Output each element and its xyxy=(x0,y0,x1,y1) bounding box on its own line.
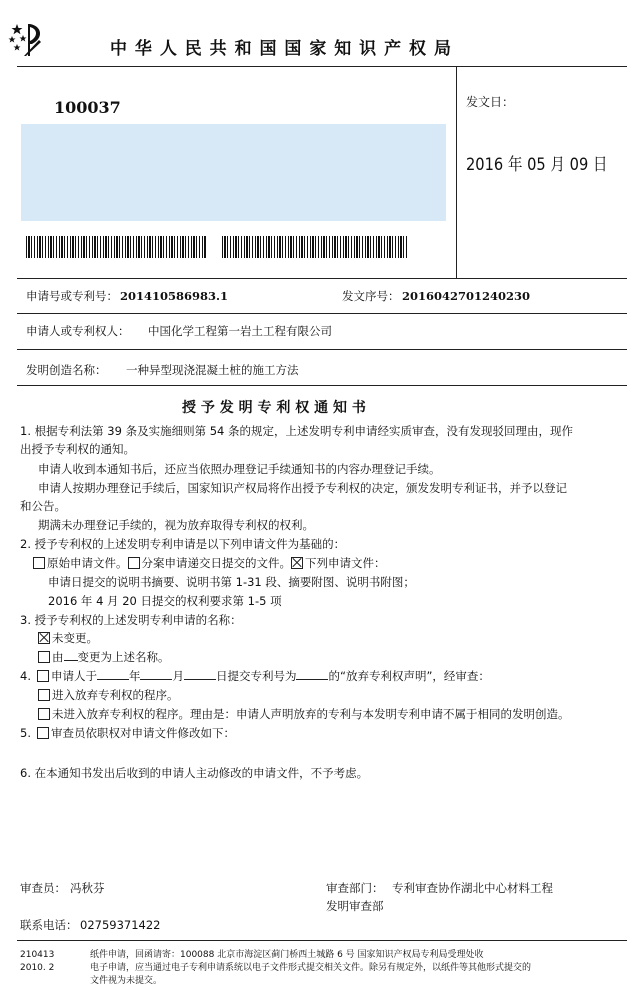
para-2-detail-1: 申请日提交的说明书摘要、说明书第 1-31 段、摘要附图、说明书附图； xyxy=(48,575,415,589)
footer-line-2: 电子申请，应当通过电子专利申请系统以电子文件形式提交相关文件。除另有规定外，以纸件等其他形式提交的 xyxy=(90,963,532,973)
footer-line-3: 文件视为未提交。 xyxy=(90,976,163,986)
department-label: 审查部门： xyxy=(326,881,384,895)
para-1-line-2: 出授予专利权的通知。 xyxy=(20,442,135,456)
cnipa-logo xyxy=(8,20,44,58)
para-2-detail-2: 2016 年 4 月 20 日提交的权利要求第 1-5 项 xyxy=(48,594,282,608)
option-following-files: 下列申请文件： xyxy=(305,556,386,570)
checkbox-divisional-files[interactable] xyxy=(128,557,140,569)
para-3-option-1 xyxy=(38,631,98,645)
notice-title: 授 予 发 明 专 利 权 通 知 书 xyxy=(182,400,366,416)
footer-rule xyxy=(17,940,627,941)
applicant-label: 申请人或专利权人： xyxy=(26,324,130,338)
para-1c-line-1: 申请人按期办理登记手续后，国家知识产权局将作出授予专利权的决定，颁发发明专利证书，并予以登记 xyxy=(38,481,567,495)
waiver-text-e: 的“放弃专利权声明”，经审查： xyxy=(328,669,490,683)
blank-patent-no xyxy=(296,669,328,680)
para-4 xyxy=(20,669,490,683)
waiver-text-month: 月 xyxy=(172,669,184,683)
option-name-unchanged: 未变更。 xyxy=(52,631,98,645)
invention-label: 发明创造名称： xyxy=(26,363,107,377)
para-1b: 申请人收到本通知书后，还应当依照办理登记手续通知书的内容办理登记手续。 xyxy=(38,462,441,476)
para-5 xyxy=(20,726,235,740)
waiver-text-year: 年 xyxy=(128,669,141,683)
address-bottom-rule xyxy=(17,278,627,279)
barcode-left xyxy=(26,236,207,258)
para-4-option-2 xyxy=(38,707,570,721)
para-4-option-1 xyxy=(38,688,179,702)
serial-number: 2016042701240230 xyxy=(402,289,531,303)
checkbox-enter-waiver[interactable] xyxy=(38,689,50,701)
blank-month xyxy=(140,669,172,680)
checkbox-waiver[interactable] xyxy=(37,670,49,682)
para-1-line-1: 1. 根据专利法第 39 条及实施细则第 54 条的规定，上述发明专利申请经实质审查，没有发现驳回理由，现作 xyxy=(20,424,574,438)
blank-old-name xyxy=(64,650,78,661)
department-line-1: 专利审查协作湖北中心材料工程 xyxy=(392,881,553,895)
option-original-files: 原始申请文件。 xyxy=(47,556,128,570)
department-line-2: 发明审查部 xyxy=(326,899,384,913)
option-examiner-amendment: 审查员依职权对申请文件修改如下： xyxy=(50,726,235,740)
examiner-label: 审查员： xyxy=(20,881,66,895)
examiner-name: 冯秋芬 xyxy=(70,881,105,895)
option-not-enter-waiver: 未进入放弃专利权的程序。理由是：申请人声明放弃的专利与本发明专利申请不属于相同的发明创造。 xyxy=(52,707,570,721)
checkbox-following-files-checked[interactable] xyxy=(291,557,303,569)
checkbox-name-unchanged-checked[interactable] xyxy=(38,632,50,644)
option-divisional-files: 分案申请递交日提交的文件。 xyxy=(141,556,291,570)
blank-day xyxy=(184,669,216,680)
issue-date-label: 发文日： xyxy=(466,95,515,109)
applicant-name: 中国化学工程第一岩土工程有限公司 xyxy=(148,324,332,338)
recipient-redaction xyxy=(21,124,446,221)
application-number: 201410586983.1 xyxy=(120,289,229,303)
postal-code: 100037 xyxy=(54,98,121,117)
row-rule-3 xyxy=(17,385,627,386)
para-6: 6. 在本通知书发出后收到的申请人主动修改的申请文件，不予考虑。 xyxy=(20,766,369,780)
date-column-divider xyxy=(456,66,457,278)
invention-title: 一种异型现浇混凝土桩的施工方法 xyxy=(126,363,299,377)
row-rule-2 xyxy=(17,349,627,350)
option-name-changed-to: 变更为上述名称。 xyxy=(77,650,170,664)
para-3-option-2 xyxy=(38,650,170,664)
form-code: 210413 xyxy=(20,950,55,960)
para-5-number: 5. xyxy=(20,726,31,740)
para-1c-line-2: 和公告。 xyxy=(20,499,66,513)
para-2: 2. 授予专利权的上述发明专利申请是以下列申请文件为基础的： xyxy=(20,537,346,551)
option-enter-waiver: 进入放弃专利权的程序。 xyxy=(52,688,179,702)
header-rule xyxy=(17,66,627,67)
option-name-changed-from: 由 xyxy=(52,650,64,664)
form-version: 2010. 2 xyxy=(20,963,55,973)
waiver-text-day: 日提交专利号为 xyxy=(215,669,297,683)
para-1d: 期满未办理登记手续的，视为放弃取得专利权的权利。 xyxy=(38,518,314,532)
serial-number-label: 发文序号： xyxy=(342,289,400,303)
barcode-right xyxy=(222,236,409,258)
phone-number: 02759371422 xyxy=(80,918,161,932)
footer-line-1: 纸件申请，回函请寄：100088 北京市海淀区蓟门桥西土城路 6 号 国家知识产权局专利局受理处收 xyxy=(90,950,484,960)
checkbox-name-changed[interactable] xyxy=(38,651,50,663)
row-rule-1 xyxy=(17,313,627,314)
application-number-label: 申请号或专利号： xyxy=(26,289,118,303)
checkbox-original-files[interactable] xyxy=(33,557,45,569)
blank-year xyxy=(97,669,129,680)
org-title: 中 华 人 民 共 和 国 国 家 知 识 产 权 局 xyxy=(110,39,452,59)
phone-label: 联系电话： xyxy=(20,918,78,932)
checkbox-not-enter-waiver[interactable] xyxy=(38,708,50,720)
checkbox-examiner-amendment[interactable] xyxy=(37,727,49,739)
para-2-options xyxy=(33,556,386,570)
para-3: 3. 授予专利权的上述发明专利申请的名称： xyxy=(20,613,242,627)
issue-date: 2016 年 05 月 09 日 xyxy=(466,155,608,175)
waiver-text-a: 申请人于 xyxy=(50,669,97,683)
para-4-number: 4. xyxy=(20,669,31,683)
